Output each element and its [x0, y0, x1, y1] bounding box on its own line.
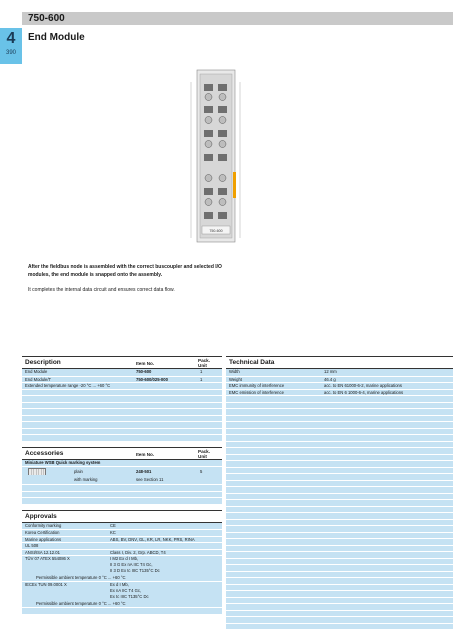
blank-row: [22, 607, 222, 614]
approval-label: UL 508: [25, 543, 39, 548]
chapter-tab: [0, 28, 22, 64]
description-table-header: [22, 356, 222, 369]
header-title: 750-600: [28, 13, 65, 24]
row-desc: with marking: [74, 477, 98, 482]
page-number: 390: [5, 50, 16, 56]
spec-value: acc. to EN 6 1000-6-4, marine applications: [324, 389, 404, 395]
right-column: [226, 356, 453, 629]
accessories-table-header: [22, 447, 222, 460]
spec-label: Weight: [229, 376, 242, 382]
technical-data-filler: [226, 395, 453, 629]
pack-unit-header: Pack. Unit: [198, 448, 211, 459]
blank-row: [226, 623, 453, 630]
approval-value: Ex tc IIIC T135°C Dc: [110, 594, 149, 599]
table-row: [22, 466, 222, 475]
approval-label: TÜV 07 ATEX 554086 X: [25, 556, 70, 561]
approvals-header: [22, 510, 222, 523]
technical-data-header: [226, 356, 453, 369]
row-item-no: 750-600/025-000: [136, 376, 168, 382]
row-item-no: 750-600: [136, 369, 152, 374]
approval-value: II 3 D Ex tc IIIC T135°C Dc: [110, 568, 160, 573]
chapter-number: 4: [6, 30, 16, 47]
approval-label: IECEx TUN 09.0001 X: [25, 582, 67, 587]
row-desc: plain: [74, 469, 83, 474]
approval-label: Korea Certification: [25, 530, 60, 535]
header-bar: [22, 12, 453, 25]
approval-label: Conformity marking: [25, 522, 62, 528]
row-desc: End Module/T: [25, 376, 52, 382]
approval-value: KC: [110, 530, 116, 535]
spec-label: EMC emission of interference: [229, 389, 284, 395]
spec-label: Width: [229, 369, 240, 374]
description-bold: After the fieldbus node is assembled with the correct buscoupler and selected I/O modules, the end module is snapped onto the assembly.: [28, 264, 222, 278]
description-table-title: Description: [25, 359, 61, 366]
item-no-header: Item No.: [136, 361, 155, 366]
approval-label: Permissible ambient temperature 0 °C ... +60 °C: [36, 574, 126, 580]
approval-label: Marine applications: [25, 536, 62, 542]
approval-value: II 3 G Ex nA IIC T4 Gc,: [110, 561, 153, 567]
table-row: [22, 475, 222, 484]
blank-row: [22, 497, 222, 504]
end-module-illustration: [187, 68, 247, 244]
spec-value: acc. to EN 61000-6-2, marine applications: [324, 383, 402, 388]
row-item-no: see Section 11: [136, 477, 164, 482]
accessories-group: Miniature WSB Quick marking system: [25, 459, 101, 465]
approval-value: Class I, Div. 2, Grp. ABCD, T4: [110, 549, 166, 555]
description-normal: It completes the internal data circuit and ensures correct data flow.: [28, 287, 175, 293]
row-item-no: 248-501: [136, 469, 152, 474]
technical-data-title: Technical Data: [229, 359, 275, 366]
approval-label: ANSI/ISA 12.12.01: [25, 549, 60, 555]
approvals-title: Approvals: [25, 512, 57, 520]
blank-row: [22, 434, 222, 441]
accessories-table-title: Accessories: [25, 449, 64, 457]
row-pack: 5: [200, 469, 203, 474]
spec-value: 46.4 g: [324, 376, 336, 382]
device-label: 750-600: [209, 229, 223, 233]
row-desc: End Module: [25, 369, 48, 374]
spec-value: 12 mm: [324, 369, 337, 374]
row-desc: Extended temperature range -20 °C ... +60 °C: [25, 383, 111, 388]
row-pack: 1: [200, 369, 203, 374]
approval-value: Ex d I Mb,: [110, 582, 129, 587]
approval-value: ABS, BV, DNV, GL, KR, LR, NKK, PRS, RINA: [110, 536, 195, 542]
row-pack: 1: [200, 376, 203, 382]
approval-value: Ex nA IIC T4 Gc,: [110, 587, 142, 593]
page-title: End Module: [28, 32, 85, 43]
approval-value: I M2 Ex d I Mb,: [110, 556, 139, 561]
left-column: [22, 356, 222, 614]
spec-label: EMC immunity of interference: [229, 383, 285, 388]
pack-unit-header: Pack. Unit: [198, 358, 211, 368]
item-no-header: Item No.: [136, 451, 155, 457]
approval-label: Permissible ambient temperature 0 °C ... +60 °C: [36, 600, 126, 606]
approval-value: CE: [110, 522, 116, 528]
